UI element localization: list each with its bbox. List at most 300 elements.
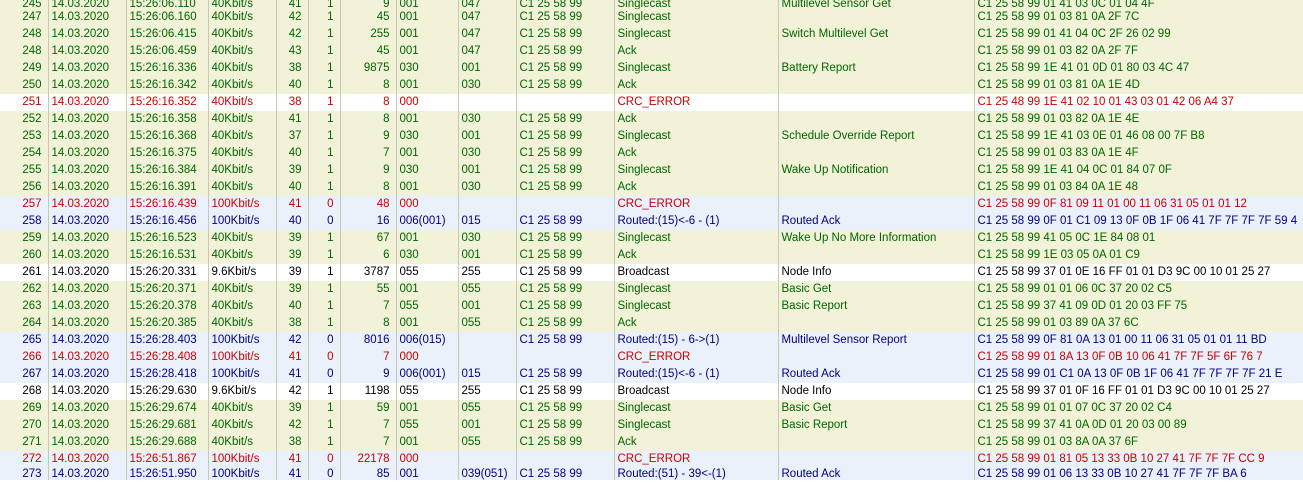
cell-application: Battery Report	[778, 60, 974, 77]
cell-time: 15:26:06.110	[126, 0, 208, 9]
cell-home-id: C1 25 58 99	[516, 145, 614, 162]
cell-rssi: 38	[276, 315, 308, 332]
cell-length: 9	[340, 128, 396, 145]
cell-number: 255	[0, 162, 48, 179]
cell-speed: 100Kbit/s	[208, 213, 276, 230]
cell-number: 259	[0, 230, 48, 247]
cell-rssi: 39	[276, 281, 308, 298]
cell-data: C1 25 58 99 41 05 0C 1E 84 08 01	[974, 230, 1303, 247]
cell-data: C1 25 48 99 1E 41 02 10 01 43 03 01 42 06 A4 37	[974, 94, 1303, 111]
cell-application	[778, 9, 974, 26]
cell-number: 254	[0, 145, 48, 162]
cell-hops: 1	[308, 247, 340, 264]
cell-dest: 055	[458, 400, 516, 417]
cell-source: 055	[396, 383, 458, 400]
cell-dest: 030	[458, 145, 516, 162]
cell-length: 16	[340, 213, 396, 230]
cell-length: 3787	[340, 264, 396, 281]
cell-date: 14.03.2020	[48, 196, 126, 213]
cell-rssi: 41	[276, 366, 308, 383]
cell-number: 260	[0, 247, 48, 264]
cell-dest: 047	[458, 9, 516, 26]
cell-application: Node Info	[778, 264, 974, 281]
cell-hops: 1	[308, 94, 340, 111]
cell-number: 262	[0, 281, 48, 298]
cell-source: 001	[396, 111, 458, 128]
cell-date: 14.03.2020	[48, 349, 126, 366]
cell-dest: 030	[458, 77, 516, 94]
cell-source: 000	[396, 451, 458, 468]
cell-home-id: C1 25 58 99	[516, 434, 614, 451]
table-row[interactable]	[0, 264, 1303, 281]
cell-length: 8	[340, 179, 396, 196]
cell-application	[778, 315, 974, 332]
cell-time: 15:26:16.391	[126, 179, 208, 196]
cell-data: C1 25 58 99 0F 01 C1 09 13 0F 0B 1F 06 41 7F 7F 7F 7F 59 4	[974, 213, 1303, 230]
cell-date: 14.03.2020	[48, 213, 126, 230]
cell-number: 261	[0, 264, 48, 281]
cell-application: Routed Ack	[778, 213, 974, 230]
cell-source: 000	[396, 94, 458, 111]
cell-number: 249	[0, 60, 48, 77]
cell-application	[778, 349, 974, 366]
table-row[interactable]	[0, 451, 1303, 468]
cell-length: 22178	[340, 451, 396, 468]
table-row[interactable]	[0, 94, 1303, 111]
cell-rssi: 41	[276, 349, 308, 366]
cell-time: 15:26:16.352	[126, 94, 208, 111]
cell-data: C1 25 58 99 1E 41 04 0C 01 84 07 0F	[974, 162, 1303, 179]
cell-number: 248	[0, 26, 48, 43]
cell-data: C1 25 58 99 0F 81 0A 13 01 00 11 06 31 05 01 01 11 BD	[974, 332, 1303, 349]
cell-rssi: 40	[276, 298, 308, 315]
cell-rssi: 41	[276, 451, 308, 468]
cell-length: 45	[340, 9, 396, 26]
cell-number: 253	[0, 128, 48, 145]
cell-application	[778, 111, 974, 128]
cell-application: Routed Ack	[778, 468, 974, 480]
cell-hops: 1	[308, 145, 340, 162]
table-row[interactable]	[0, 400, 1303, 417]
table-row[interactable]	[0, 179, 1303, 196]
cell-number: 266	[0, 349, 48, 366]
table-row[interactable]	[0, 417, 1303, 434]
cell-length: 8016	[340, 332, 396, 349]
table-row[interactable]	[0, 196, 1303, 213]
cell-source: 055	[396, 298, 458, 315]
cell-home-id: C1 25 58 99	[516, 468, 614, 480]
cell-time: 15:26:16.368	[126, 128, 208, 145]
cell-frame-type: CRC_ERROR	[614, 451, 778, 468]
cell-length: 7	[340, 434, 396, 451]
cell-speed: 40Kbit/s	[208, 9, 276, 26]
cell-data: C1 25 58 99 01 03 84 0A 1E 48	[974, 179, 1303, 196]
table-row[interactable]	[0, 77, 1303, 94]
table-row[interactable]	[0, 111, 1303, 128]
cell-data: C1 25 58 99 01 03 8A 0A 37 6F	[974, 434, 1303, 451]
cell-frame-type: Singlecast	[614, 128, 778, 145]
cell-dest: 001	[458, 60, 516, 77]
cell-speed: 40Kbit/s	[208, 179, 276, 196]
cell-length: 7	[340, 298, 396, 315]
cell-data: C1 25 58 99 37 01 0F 16 FF 01 01 D3 9C 00 10 01 25 27	[974, 383, 1303, 400]
table-row[interactable]	[0, 468, 1303, 480]
cell-number: 263	[0, 298, 48, 315]
cell-time: 15:26:28.418	[126, 366, 208, 383]
cell-dest: 055	[458, 434, 516, 451]
cell-data: C1 25 58 99 01 03 82 0A 1E 4E	[974, 111, 1303, 128]
cell-application: Multilevel Sensor Report	[778, 332, 974, 349]
cell-dest: 001	[458, 162, 516, 179]
cell-hops: 0	[308, 451, 340, 468]
table-row[interactable]	[0, 9, 1303, 26]
cell-hops: 1	[308, 383, 340, 400]
cell-length: 1198	[340, 383, 396, 400]
cell-frame-type: CRC_ERROR	[614, 94, 778, 111]
cell-frame-type: Ack	[614, 77, 778, 94]
cell-dest: 001	[458, 298, 516, 315]
cell-rssi: 41	[276, 468, 308, 480]
cell-source: 001	[396, 179, 458, 196]
cell-dest: 015	[458, 366, 516, 383]
cell-length: 9	[340, 0, 396, 9]
cell-home-id: C1 25 58 99	[516, 264, 614, 281]
cell-frame-type: Singlecast	[614, 0, 778, 9]
cell-application: Basic Report	[778, 298, 974, 315]
cell-date: 14.03.2020	[48, 264, 126, 281]
cell-dest: 030	[458, 111, 516, 128]
table-row[interactable]	[0, 315, 1303, 332]
cell-rssi: 40	[276, 179, 308, 196]
cell-hops: 1	[308, 9, 340, 26]
cell-frame-type: Singlecast	[614, 230, 778, 247]
cell-frame-type: Ack	[614, 315, 778, 332]
cell-date: 14.03.2020	[48, 26, 126, 43]
cell-hops: 0	[308, 332, 340, 349]
cell-date: 14.03.2020	[48, 468, 126, 480]
table-row[interactable]	[0, 434, 1303, 451]
cell-frame-type: CRC_ERROR	[614, 349, 778, 366]
table-row[interactable]	[0, 366, 1303, 383]
cell-hops: 1	[308, 128, 340, 145]
cell-data: C1 25 58 99 01 03 82 0A 2F 7F	[974, 43, 1303, 60]
cell-rssi: 37	[276, 128, 308, 145]
cell-application	[778, 145, 974, 162]
cell-dest: 055	[458, 315, 516, 332]
cell-rssi: 42	[276, 332, 308, 349]
cell-speed: 40Kbit/s	[208, 94, 276, 111]
cell-date: 14.03.2020	[48, 77, 126, 94]
cell-application	[778, 179, 974, 196]
cell-speed: 40Kbit/s	[208, 111, 276, 128]
cell-rssi: 42	[276, 383, 308, 400]
cell-frame-type: Singlecast	[614, 281, 778, 298]
cell-time: 15:26:29.674	[126, 400, 208, 417]
cell-data: C1 25 58 99 01 03 83 0A 1E 4F	[974, 145, 1303, 162]
cell-hops: 1	[308, 60, 340, 77]
cell-time: 15:26:20.378	[126, 298, 208, 315]
cell-number: 265	[0, 332, 48, 349]
cell-rssi: 39	[276, 264, 308, 281]
table-row[interactable]	[0, 128, 1303, 145]
cell-source: 030	[396, 60, 458, 77]
cell-time: 15:26:29.681	[126, 417, 208, 434]
table-row[interactable]	[0, 332, 1303, 349]
table-row[interactable]	[0, 0, 1303, 9]
cell-application	[778, 451, 974, 468]
cell-home-id: C1 25 58 99	[516, 60, 614, 77]
cell-speed: 40Kbit/s	[208, 43, 276, 60]
cell-time: 15:26:16.375	[126, 145, 208, 162]
cell-frame-type: Ack	[614, 247, 778, 264]
cell-source: 001	[396, 9, 458, 26]
cell-speed: 100Kbit/s	[208, 468, 276, 480]
cell-speed: 100Kbit/s	[208, 332, 276, 349]
cell-source: 055	[396, 417, 458, 434]
cell-hops: 1	[308, 0, 340, 9]
cell-time: 15:26:16.358	[126, 111, 208, 128]
cell-home-id: C1 25 58 99	[516, 417, 614, 434]
cell-source: 000	[396, 196, 458, 213]
cell-length: 8	[340, 111, 396, 128]
cell-home-id: C1 25 58 99	[516, 281, 614, 298]
table-row[interactable]	[0, 298, 1303, 315]
cell-dest: 039(051)	[458, 468, 516, 480]
cell-hops: 1	[308, 111, 340, 128]
cell-speed: 40Kbit/s	[208, 281, 276, 298]
cell-time: 15:26:51.950	[126, 468, 208, 480]
cell-home-id	[516, 94, 614, 111]
cell-application: Multilevel Sensor Get	[778, 0, 974, 9]
cell-time: 15:26:16.342	[126, 77, 208, 94]
cell-length: 67	[340, 230, 396, 247]
cell-application: Basic Report	[778, 417, 974, 434]
cell-time: 15:26:51.867	[126, 451, 208, 468]
cell-source: 001	[396, 281, 458, 298]
cell-time: 15:26:16.439	[126, 196, 208, 213]
cell-home-id: C1 25 58 99	[516, 213, 614, 230]
cell-length: 7	[340, 349, 396, 366]
cell-hops: 1	[308, 400, 340, 417]
cell-source: 001	[396, 26, 458, 43]
cell-number: 267	[0, 366, 48, 383]
cell-application: Wake Up Notification	[778, 162, 974, 179]
cell-frame-type: Routed:(15)<-6 - (1)	[614, 366, 778, 383]
cell-home-id	[516, 196, 614, 213]
cell-application	[778, 247, 974, 264]
cell-date: 14.03.2020	[48, 315, 126, 332]
cell-speed: 40Kbit/s	[208, 77, 276, 94]
cell-application: Routed Ack	[778, 366, 974, 383]
cell-time: 15:26:06.160	[126, 9, 208, 26]
cell-speed: 100Kbit/s	[208, 366, 276, 383]
cell-home-id: C1 25 58 99	[516, 26, 614, 43]
cell-rssi: 40	[276, 213, 308, 230]
cell-time: 15:26:29.630	[126, 383, 208, 400]
cell-source: 001	[396, 400, 458, 417]
cell-hops: 1	[308, 281, 340, 298]
cell-rssi: 38	[276, 434, 308, 451]
table-row[interactable]	[0, 145, 1303, 162]
cell-application	[778, 196, 974, 213]
cell-length: 9	[340, 366, 396, 383]
table-row[interactable]	[0, 230, 1303, 247]
cell-data: C1 25 58 99 1E 41 01 0D 01 80 03 4C 47	[974, 60, 1303, 77]
cell-frame-type: Singlecast	[614, 298, 778, 315]
cell-dest: 030	[458, 230, 516, 247]
cell-data: C1 25 58 99 0F 81 09 11 01 00 11 06 31 05 01 01 12	[974, 196, 1303, 213]
table-row[interactable]	[0, 43, 1303, 60]
cell-speed: 40Kbit/s	[208, 230, 276, 247]
cell-frame-type: Singlecast	[614, 9, 778, 26]
cell-data: C1 25 58 99 37 41 09 0D 01 20 03 FF 75	[974, 298, 1303, 315]
cell-date: 14.03.2020	[48, 94, 126, 111]
cell-data: C1 25 58 99 01 06 13 33 0B 10 27 41 7F 7F 7F BA 6	[974, 468, 1303, 480]
cell-rssi: 39	[276, 162, 308, 179]
cell-dest: 001	[458, 417, 516, 434]
cell-rssi: 42	[276, 417, 308, 434]
cell-time: 15:26:28.403	[126, 332, 208, 349]
cell-number: 264	[0, 315, 48, 332]
cell-time: 15:26:16.531	[126, 247, 208, 264]
cell-frame-type: Singlecast	[614, 26, 778, 43]
cell-hops: 0	[308, 468, 340, 480]
cell-number: 247	[0, 9, 48, 26]
cell-source: 001	[396, 77, 458, 94]
cell-hops: 1	[308, 264, 340, 281]
cell-data: C1 25 58 99 01 41 03 0C 01 04 4F	[974, 0, 1303, 9]
cell-home-id	[516, 451, 614, 468]
cell-source: 001	[396, 315, 458, 332]
cell-rssi: 38	[276, 94, 308, 111]
cell-time: 15:26:20.385	[126, 315, 208, 332]
cell-hops: 1	[308, 77, 340, 94]
cell-frame-type: Routed:(15)<-6 - (1)	[614, 213, 778, 230]
cell-date: 14.03.2020	[48, 366, 126, 383]
cell-date: 14.03.2020	[48, 451, 126, 468]
cell-application	[778, 77, 974, 94]
cell-rssi: 39	[276, 230, 308, 247]
cell-frame-type: Singlecast	[614, 400, 778, 417]
cell-rssi: 41	[276, 0, 308, 9]
cell-home-id: C1 25 58 99	[516, 315, 614, 332]
cell-application: Basic Get	[778, 281, 974, 298]
cell-rssi: 41	[276, 111, 308, 128]
cell-time: 15:26:06.459	[126, 43, 208, 60]
cell-date: 14.03.2020	[48, 43, 126, 60]
table-row[interactable]	[0, 383, 1303, 400]
cell-date: 14.03.2020	[48, 60, 126, 77]
cell-data: C1 25 58 99 01 03 89 0A 37 6C	[974, 315, 1303, 332]
table-row[interactable]	[0, 247, 1303, 264]
table-row[interactable]	[0, 26, 1303, 43]
table-row[interactable]	[0, 60, 1303, 77]
cell-dest	[458, 349, 516, 366]
cell-speed: 40Kbit/s	[208, 434, 276, 451]
cell-rssi: 39	[276, 400, 308, 417]
cell-data: C1 25 58 99 01 81 05 13 33 0B 10 27 41 7F 7F 7F CC 9	[974, 451, 1303, 468]
cell-home-id: C1 25 58 99	[516, 230, 614, 247]
cell-date: 14.03.2020	[48, 9, 126, 26]
cell-frame-type: Routed:(15) - 6->(1)	[614, 332, 778, 349]
cell-source: 006(001)	[396, 366, 458, 383]
cell-time: 15:26:28.408	[126, 349, 208, 366]
cell-length: 7	[340, 417, 396, 434]
cell-hops: 1	[308, 26, 340, 43]
cell-data: C1 25 58 99 01 8A 13 0F 0B 10 06 41 7F 7F 5F 6F 76 7	[974, 349, 1303, 366]
cell-frame-type: Ack	[614, 145, 778, 162]
cell-speed: 100Kbit/s	[208, 196, 276, 213]
table-row[interactable]	[0, 213, 1303, 230]
cell-number: 271	[0, 434, 48, 451]
cell-home-id: C1 25 58 99	[516, 383, 614, 400]
cell-date: 14.03.2020	[48, 111, 126, 128]
cell-length: 9875	[340, 60, 396, 77]
cell-source: 030	[396, 247, 458, 264]
cell-source: 006(015)	[396, 332, 458, 349]
cell-speed: 40Kbit/s	[208, 247, 276, 264]
cell-frame-type: Broadcast	[614, 264, 778, 281]
cell-time: 15:26:06.415	[126, 26, 208, 43]
cell-number: 252	[0, 111, 48, 128]
cell-time: 15:26:29.688	[126, 434, 208, 451]
cell-data: C1 25 58 99 01 01 06 0C 37 20 02 C5	[974, 281, 1303, 298]
cell-date: 14.03.2020	[48, 128, 126, 145]
cell-home-id	[516, 349, 614, 366]
cell-speed: 100Kbit/s	[208, 451, 276, 468]
cell-home-id: C1 25 58 99	[516, 128, 614, 145]
cell-frame-type: Ack	[614, 111, 778, 128]
cell-time: 15:26:16.523	[126, 230, 208, 247]
cell-time: 15:26:20.331	[126, 264, 208, 281]
cell-data: C1 25 58 99 01 03 81 0A 1E 4D	[974, 77, 1303, 94]
cell-hops: 0	[308, 366, 340, 383]
cell-length: 255	[340, 26, 396, 43]
cell-length: 45	[340, 43, 396, 60]
cell-speed: 9.6Kbit/s	[208, 264, 276, 281]
cell-hops: 1	[308, 315, 340, 332]
cell-number: 257	[0, 196, 48, 213]
cell-length: 7	[340, 145, 396, 162]
cell-frame-type: Broadcast	[614, 383, 778, 400]
cell-source: 055	[396, 264, 458, 281]
table-row[interactable]	[0, 349, 1303, 366]
cell-dest: 255	[458, 264, 516, 281]
cell-date: 14.03.2020	[48, 383, 126, 400]
cell-hops: 1	[308, 434, 340, 451]
cell-time: 15:26:16.456	[126, 213, 208, 230]
cell-dest	[458, 451, 516, 468]
cell-speed: 40Kbit/s	[208, 26, 276, 43]
cell-application: Wake Up No More Information	[778, 230, 974, 247]
table-row[interactable]	[0, 162, 1303, 179]
cell-hops: 1	[308, 179, 340, 196]
cell-number: 273	[0, 468, 48, 480]
cell-date: 14.03.2020	[48, 179, 126, 196]
cell-dest: 015	[458, 213, 516, 230]
cell-rssi: 40	[276, 77, 308, 94]
cell-source: 001	[396, 230, 458, 247]
cell-date: 14.03.2020	[48, 298, 126, 315]
cell-application	[778, 43, 974, 60]
cell-length: 6	[340, 247, 396, 264]
cell-rssi: 43	[276, 43, 308, 60]
cell-rssi: 39	[276, 247, 308, 264]
table-row[interactable]	[0, 281, 1303, 298]
cell-dest: 047	[458, 43, 516, 60]
cell-rssi: 40	[276, 145, 308, 162]
cell-speed: 40Kbit/s	[208, 0, 276, 9]
